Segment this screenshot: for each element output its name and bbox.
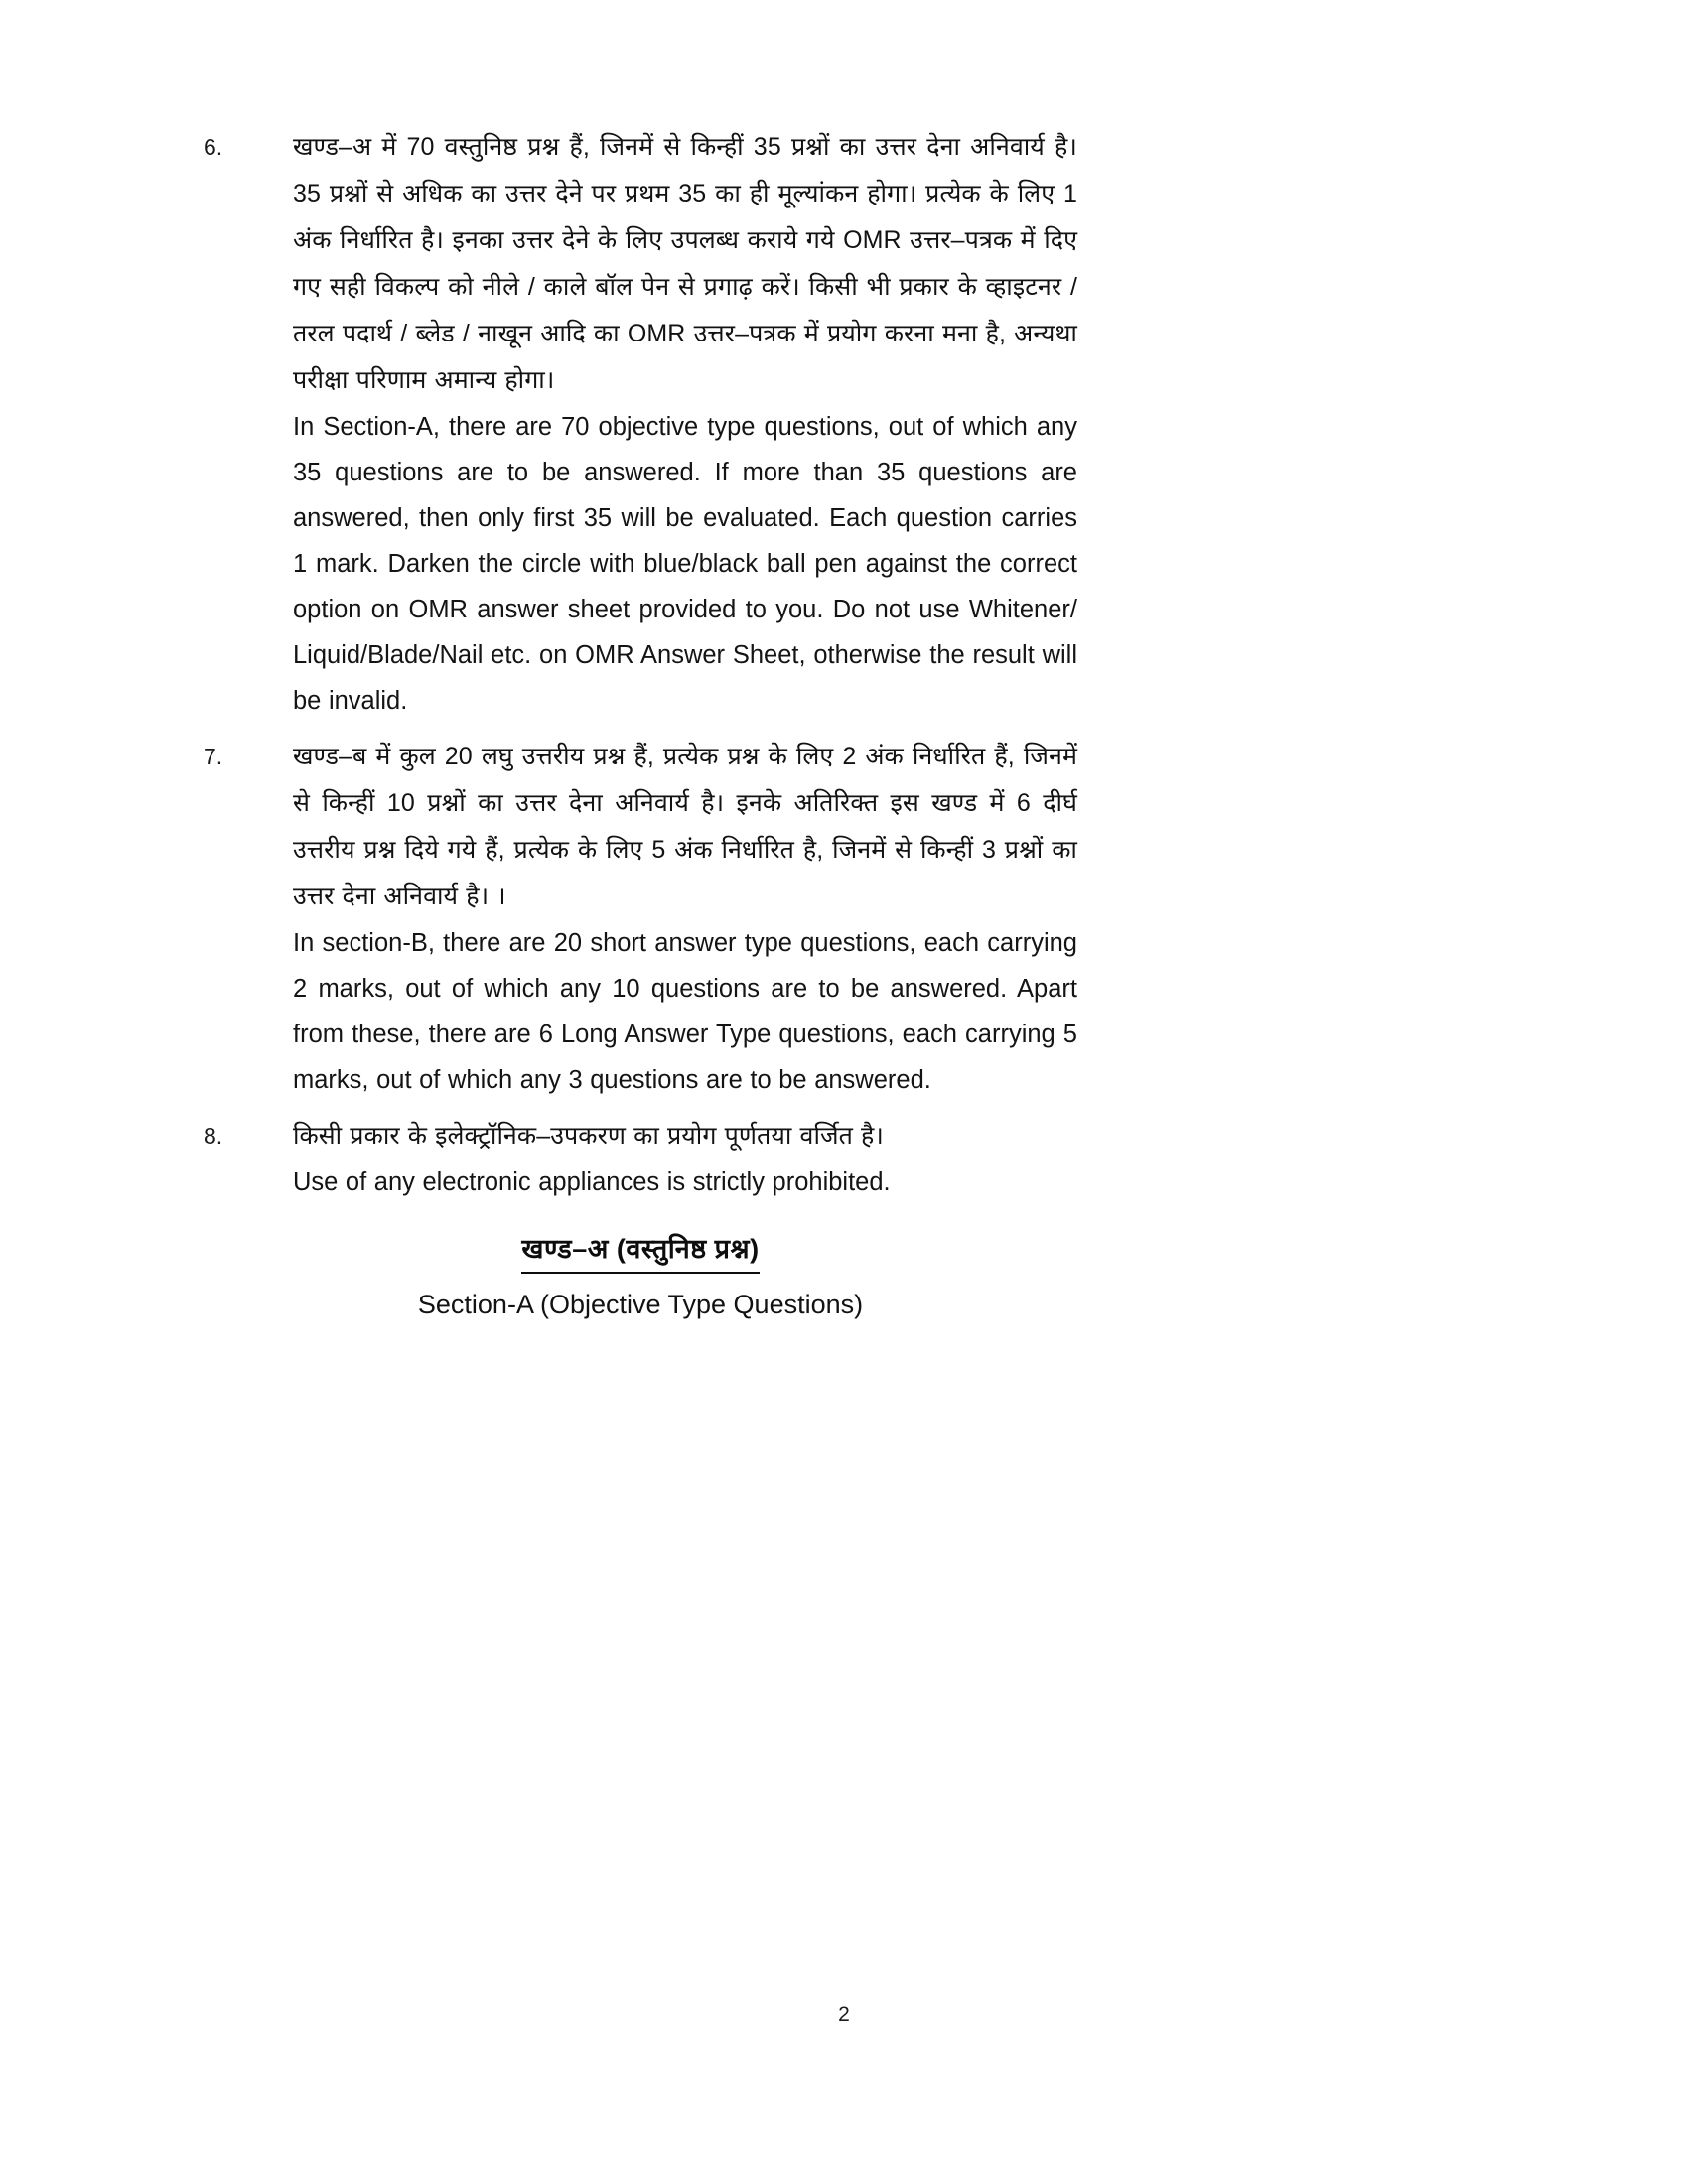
instruction-7-hindi-text: खण्ड–ब में कुल 20 लघु उत्तरीय प्रश्न हैं, प्रत्येक प्रश्न के लिए 2 अंक निर्धारित हैं, जिनमें से किन्हीं 10 प्रश्नों का उत्तर देना अनिवार्य है। इनके अतिरिक्त इस खण्ड में 6 दीर्घ उत्तरीय प्रश्न दिये गये हैं, प्रत्येक के लिए 5 अंक निर्धारित है, जिनमें से किन्हीं 3 प्रश्नों का उत्तर देना अनिवार्य है। । bbox=[293, 743, 1077, 910]
instruction-body-7 bbox=[293, 734, 1077, 1103]
instruction-body-6 bbox=[293, 124, 1077, 724]
instruction-item-6 bbox=[204, 124, 1077, 724]
instruction-number-6: 6. bbox=[204, 134, 223, 160]
instruction-6-hindi-text: खण्ड–अ में 70 वस्तुनिष्ठ प्रश्न हैं, जिनमें से किन्हीं 35 प्रश्नों का उत्तर देना अनिवार्य है। 35 प्रश्नों से अधिक का उत्तर देने पर प्रथम 35 का ही मूल्यांकन होगा। प्रत्येक के लिए 1 अंक निर्धारित है। इनका उत्तर देने के लिए उपलब्ध कराये गये OMR उत्तर–पत्रक में दिए गए सही विकल्प को नीले / काले बॉल पेन से प्रगाढ़ करें। किसी भी प्रकार के व्हाइटनर / तरल पदार्थ / ब्लेड / नाखून आदि का OMR उत्तर–पत्रक में प्रयोग करना मना है, अन्यथा परीक्षा परिणाम अमान्य होगा। bbox=[293, 133, 1077, 394]
instruction-item-7 bbox=[204, 734, 1077, 1103]
instruction-6-english-text: In Section-A, there are 70 objective type questions, out of which any 35 questions are to be answered. If more than 35 questions are answered, then only first 35 will be evaluated. Each question carries 1 mark. Darken the circle with blue/black ball pen against the correct option on OMR answer sheet provided to you. Do not use Whitener/ Liquid/Blade/Nail etc. on OMR Answer Sheet, otherwise the result will be invalid. bbox=[293, 413, 1077, 715]
instructions-list bbox=[204, 124, 1077, 1329]
instruction-item-8 bbox=[204, 1113, 1077, 1205]
section-a-heading bbox=[204, 1227, 1077, 1329]
instruction-8-hindi-text: किसी प्रकार के इलेक्ट्रॉनिक–उपकरण का प्रयोग पूर्णतया वर्जित है। bbox=[293, 1122, 884, 1150]
instruction-body-8 bbox=[293, 1113, 1077, 1205]
section-a-heading-english: Section-A (Objective Type Questions) bbox=[417, 1290, 864, 1319]
instruction-number-7: 7. bbox=[204, 744, 223, 769]
instruction-7-english-text: In section-B, there are 20 short answer type questions, each carrying 2 marks, out of which any 10 questions are to be answered. Apart from these, there are 6 Long Answer Type questions, each carrying 5 marks, out of which any 3 questions are to be answered. bbox=[293, 929, 1077, 1094]
instruction-8-english-text: Use of any electronic appliances is strictly prohibited. bbox=[293, 1168, 891, 1196]
page-number: 2 bbox=[838, 2003, 850, 2026]
section-a-heading-hindi: खण्ड–अ (वस्तुनिष्ठ प्रश्न) bbox=[521, 1227, 759, 1274]
section-a-heading-hindi-wrap bbox=[204, 1227, 1077, 1274]
instruction-number-8: 8. bbox=[204, 1123, 223, 1149]
